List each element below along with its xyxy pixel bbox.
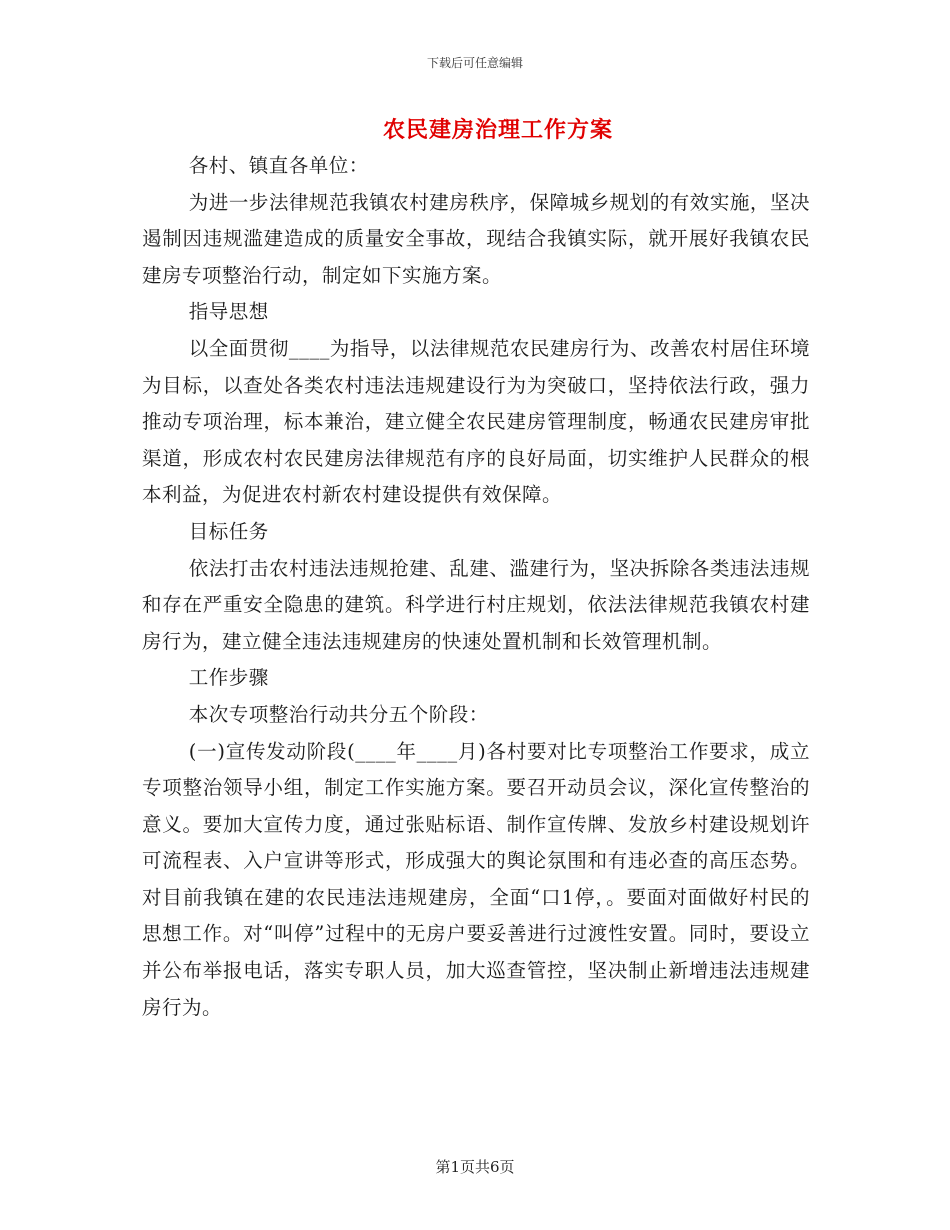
- section-heading-goals: 目标任务: [188, 519, 269, 543]
- section-heading-work-steps: 工作步骤: [188, 666, 269, 690]
- guiding-ideology-paragraph: 以全面贯彻____为指导，以法律规范农民建房行为、改善农村居住环境为目标，以查处各类农村违法违规建设行为为突破口，坚持依法行政，强力推动专项治理，标本兼治，建立健全农民建房管理制度，畅通农民建房审批渠道，形成农村农民建房法律规范有序的良好局面，切实维护人民群众的根本利益，为促进农村新农村建设提供有效保障。: [142, 336, 810, 507]
- document-body: [142, 148, 810, 1026]
- section-heading-guiding-ideology: 指导思想: [188, 300, 269, 324]
- goals-paragraph: 依法打击农村违法违规抢建、乱建、滥建行为，坚决拆除各类违法违规和存在严重安全隐患的建筑。科学进行村庄规划，依法法律规范我镇农村建房行为，建立健全违法违规建房的快速处置机制和长效管理机制。: [142, 556, 810, 653]
- stages-intro-paragraph: 本次专项整治行动共分五个阶段：: [188, 702, 489, 726]
- page-footer: 第1页共6页: [435, 1158, 515, 1176]
- stage-one-paragraph: (一)宣传发动阶段(____年____月)各村要对比专项整治工作要求，成立专项整治领导小组，制定工作实施方案。要召开动员会议，深化宣传整治的意义。要加大宣传力度，通过张贴标语、制作宣传牌、发放乡村建设规划许可流程表、入户宣讲等形式，形成强大的舆论氛围和有违必查的高压态势。对目前我镇在建的农民违法违规建房，全面“口1停，。要面对面做好村民的思想工作。对“叫停”过程中的无房户要妥善进行过渡性安置。同时，要设立并公布举报电话，落实专职人员，加大巡查管控，坚决制止新增违法违规建房行为。: [142, 739, 810, 1019]
- document-title: 农民建房治理工作方案: [382, 117, 613, 143]
- intro-paragraph: 为进一步法律规范我镇农村建房秩序，保障城乡规划的有效实施，坚决遏制因违规滥建造成的质量安全事故，现结合我镇实际，就开展好我镇农民建房专项整治行动，制定如下实施方案。: [142, 190, 810, 287]
- page-header: 下载后可任意编辑: [426, 56, 523, 70]
- salutation: 各村、镇直各单位：: [188, 154, 369, 177]
